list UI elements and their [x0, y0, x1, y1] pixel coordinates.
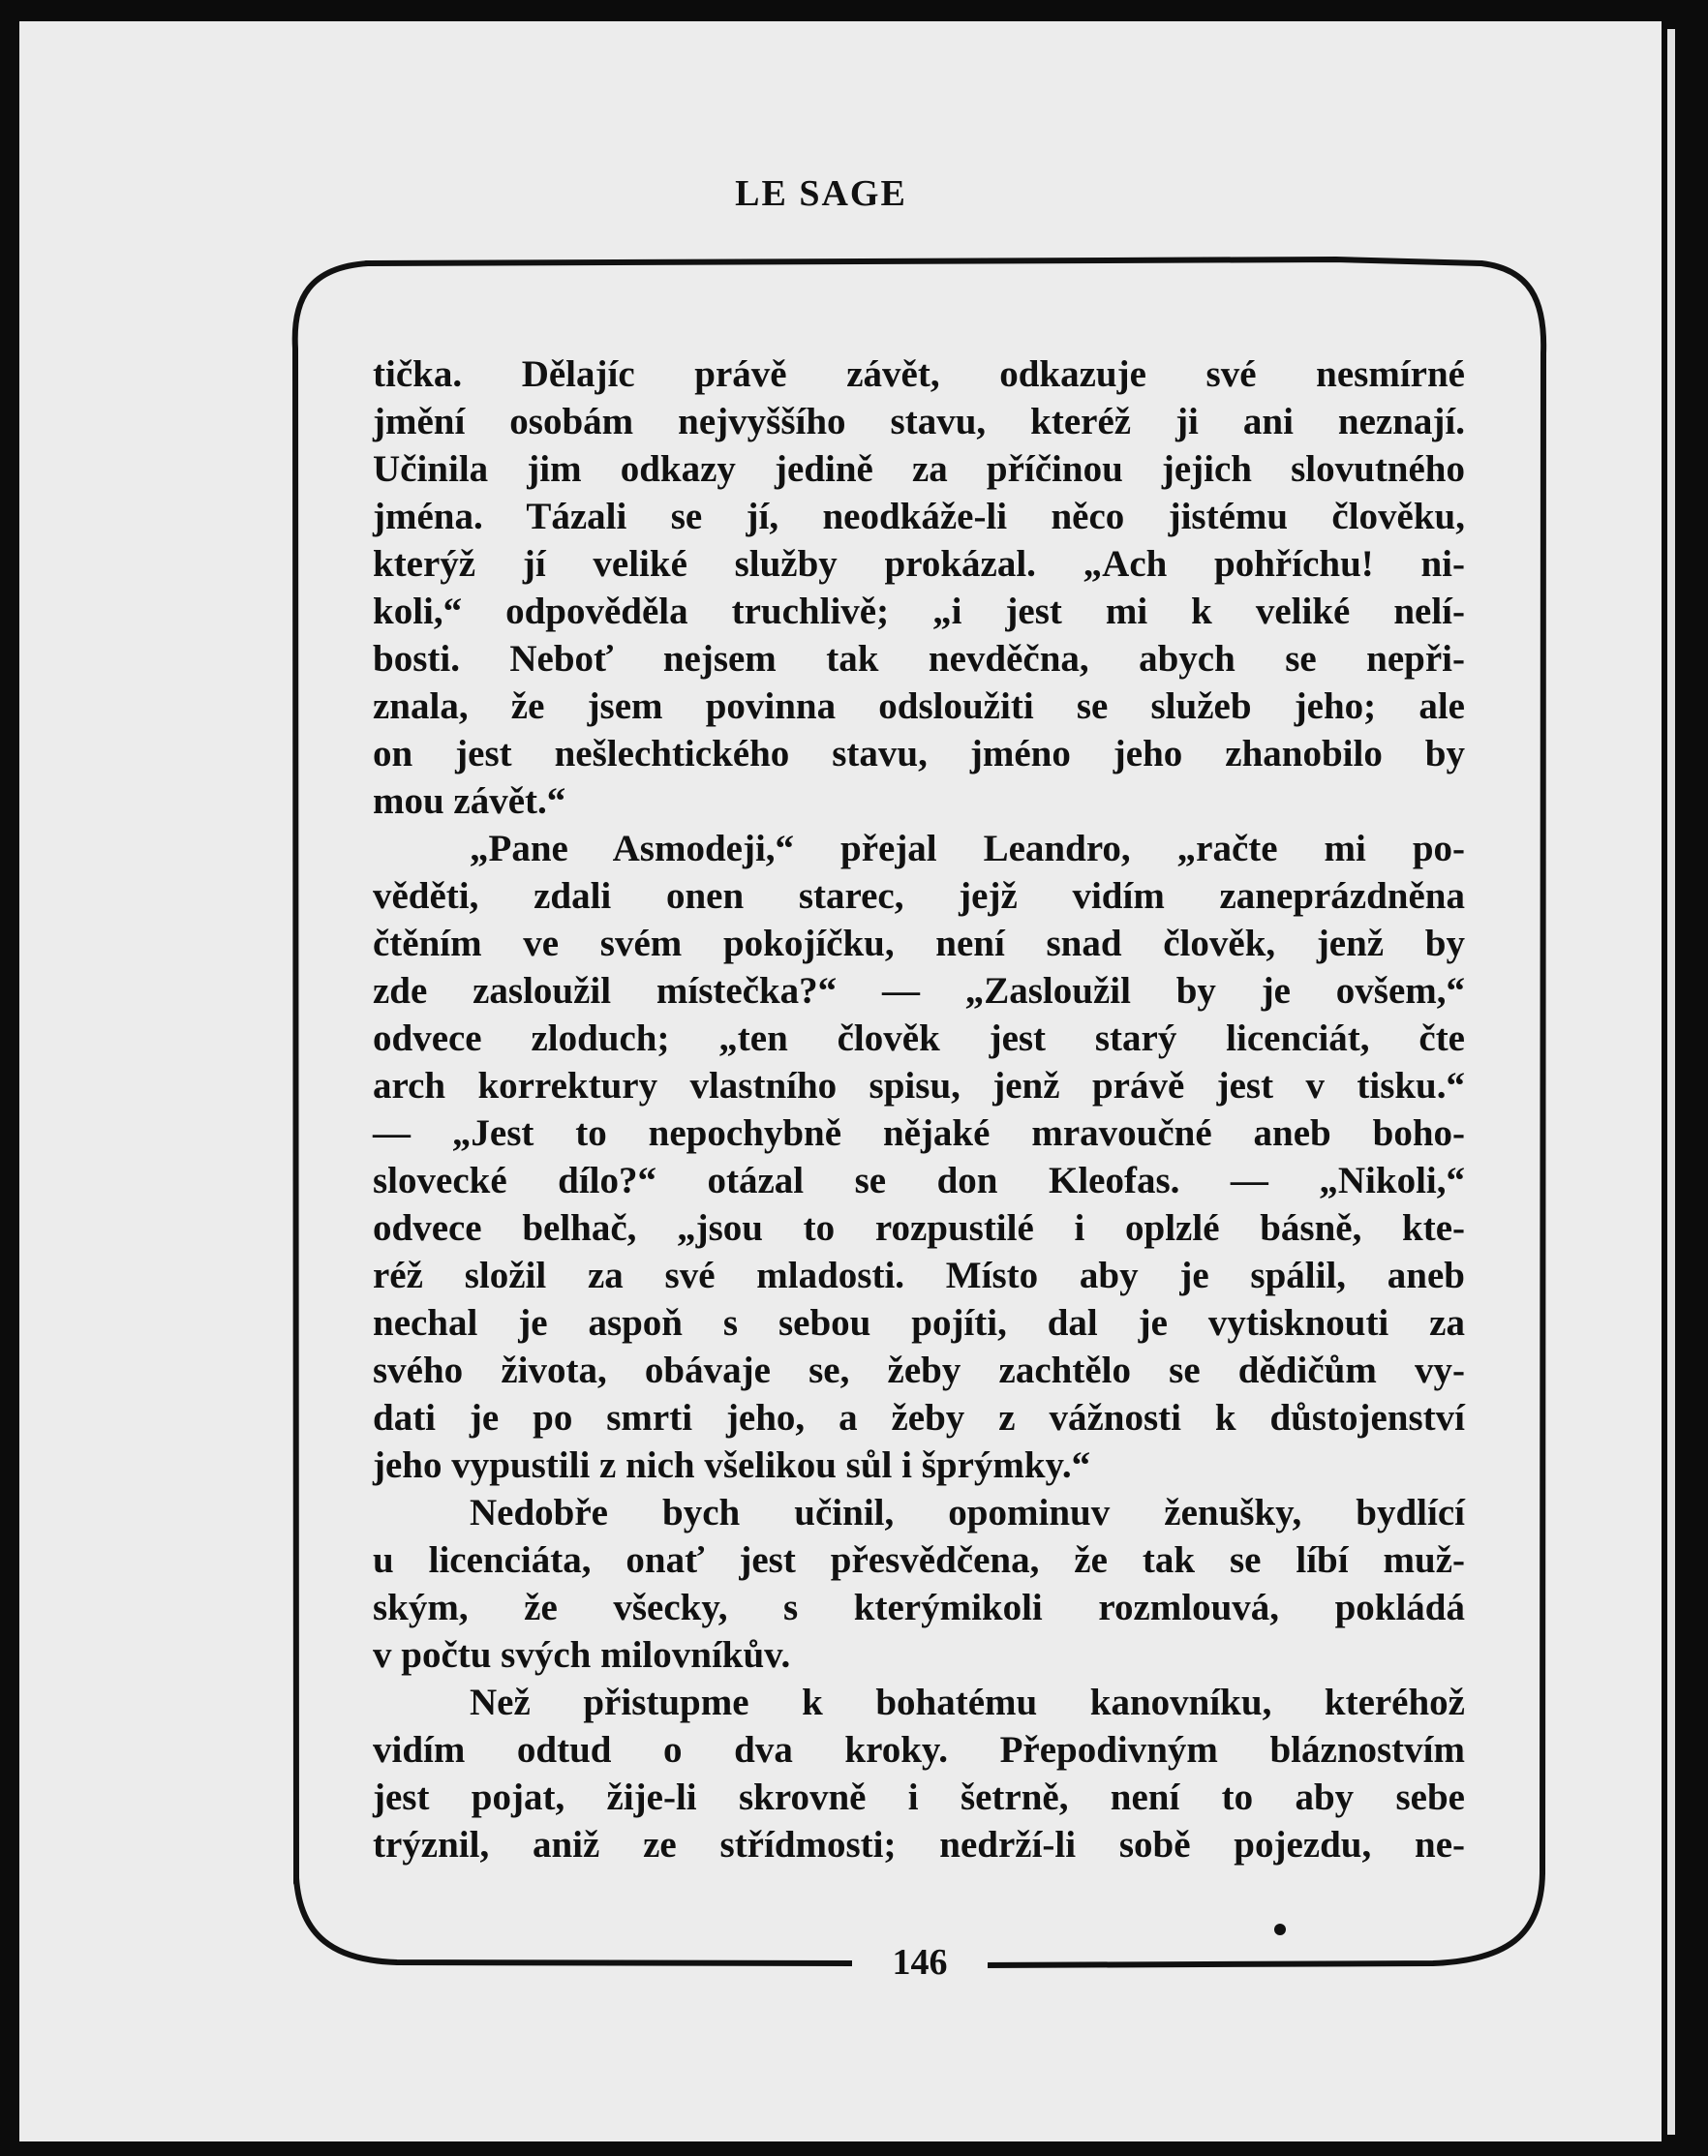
text-line: jeho vypustili z nich všelikou sůl i šprýmky.“ — [373, 1444, 1091, 1486]
text-line: slovecké dílo?“ otázal se don Kleofas. — „Nikoli,“ — [373, 1160, 1465, 1201]
text-line: Než přistupme k bohatému kanovníku, kteréhož — [470, 1682, 1465, 1723]
text-line: svého života, obávaje se, žeby zachtělo se dědičům vy- — [373, 1350, 1465, 1391]
text-line: ským, že všecky, s kterýmikoli rozmlouvá, pokládá — [373, 1587, 1465, 1628]
text-line: jména. Tázali se jí, neodkáže-li něco jistému člověku, — [373, 496, 1465, 537]
text-line: v počtu svých milovníkův. — [373, 1634, 791, 1676]
running-head: LE SAGE — [735, 173, 907, 214]
text-line: jest pojat, žije-li skrovně i šetrně, není to aby sebe — [373, 1776, 1465, 1818]
text-line: Nedobře bych učinil, opominuv ženušky, bydlící — [470, 1492, 1465, 1533]
text-line: „Pane Asmodeji,“ přejal Leandro, „račte mi po- — [470, 828, 1465, 869]
text-line: odvece zloduch; „ten člověk jest starý licenciát, čte — [373, 1017, 1465, 1059]
text-line: — „Jest to nepochybně nějaké mravoučné aneb boho- — [373, 1112, 1465, 1154]
text-line: zde zasloužil místečka?“ — „Zasloužil by je ovšem,“ — [373, 970, 1465, 1012]
text-line: tička. Dělajíc právě závět, odkazuje své nesmírné — [373, 353, 1465, 395]
text-line: dati je po smrti jeho, a žeby z vážnosti k důstojenství — [373, 1397, 1465, 1439]
text-line: mou závět.“ — [373, 780, 566, 822]
text-line: čtěním ve svém pokojíčku, není snad člověk, jenž by — [373, 923, 1465, 964]
text-line: arch korrektury vlastního spisu, jenž právě jest v tisku.“ — [373, 1065, 1465, 1107]
text-line: odvece belhač, „jsou to rozpustilé i oplzlé básně, kte- — [373, 1207, 1465, 1249]
text-line: trýznil, aniž ze střídmosti; nedrží-li sobě pojezdu, ne- — [373, 1824, 1465, 1866]
text-line: Učinila jim odkazy jedině za příčinou jejich slovutného — [373, 448, 1465, 490]
text-line: kterýž jí veliké služby prokázal. „Ach pohříchu! ni- — [373, 543, 1465, 585]
text-line: bosti. Neboť nejsem tak nevděčna, abych se nepři- — [373, 638, 1465, 680]
text-line: jmění osobám nejvyššího stavu, kteréž ji ani neznají. — [373, 401, 1465, 442]
text-line: znala, že jsem povinna odsloužiti se služeb jeho; ale — [373, 685, 1465, 727]
text-line: věděti, zdali onen starec, jejž vidím zaneprázdněna — [373, 875, 1465, 917]
text-line: u licenciáta, onať jest přesvědčena, že tak se líbí muž- — [373, 1539, 1465, 1581]
text-line: vidím odtud o dva kroky. Přepodivným bláznostvím — [373, 1729, 1465, 1771]
text-line: on jest nešlechtického stavu, jméno jeho zhanobilo by — [373, 733, 1465, 774]
text-line: koli,“ odpověděla truchlivě; „i jest mi k veliké nelí- — [373, 591, 1465, 632]
body-text — [373, 350, 1465, 1868]
text-line: nechal je aspoň s sebou pojíti, dal je vytisknouti za — [373, 1302, 1465, 1344]
text-line: réž složil za své mladosti. Místo aby je spálil, aneb — [373, 1255, 1465, 1296]
page-number: 146 — [852, 1941, 988, 1984]
